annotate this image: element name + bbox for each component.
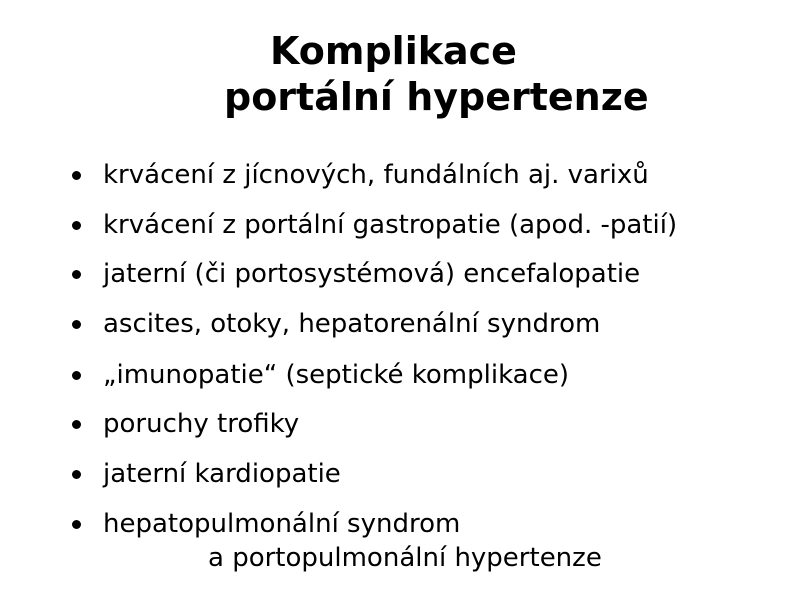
bullet-dot-icon (72, 221, 81, 230)
bullet-dot-icon (72, 470, 81, 479)
bullet-dot-icon (72, 320, 81, 329)
slide-title (0, 28, 794, 120)
bullet-dot-icon (72, 371, 81, 380)
title-line-2: portální hypertenze (224, 75, 649, 119)
bullet-dot-icon (72, 420, 81, 429)
bullet-text: ascites, otoky, hepatorenální syndrom (103, 309, 601, 339)
bullet-text: jaterní kardiopatie (103, 459, 341, 489)
bullet-text: krvácení z jícnových, fundálních aj. varixů (103, 160, 649, 190)
bullet-text: „imunopatie“ (septické komplikace) (103, 360, 570, 390)
bullet-dot-icon (72, 171, 81, 180)
bullet-text: poruchy trofiky (103, 409, 300, 439)
title-line-1: Komplikace (270, 29, 517, 73)
bullet-text: krvácení z portální gastropatie (apod. -patií) (103, 210, 678, 240)
bullet-text: jaterní (či portosystémová) encefalopatie (103, 259, 641, 289)
bullet-text-line: hepatopulmonální syndrom (103, 509, 461, 539)
bullet-dot-icon (72, 270, 81, 279)
bullet-text (103, 507, 602, 575)
bullet-continuation-line: a portopulmonální hypertenze (208, 543, 602, 573)
bullet-dot-icon (72, 520, 81, 529)
